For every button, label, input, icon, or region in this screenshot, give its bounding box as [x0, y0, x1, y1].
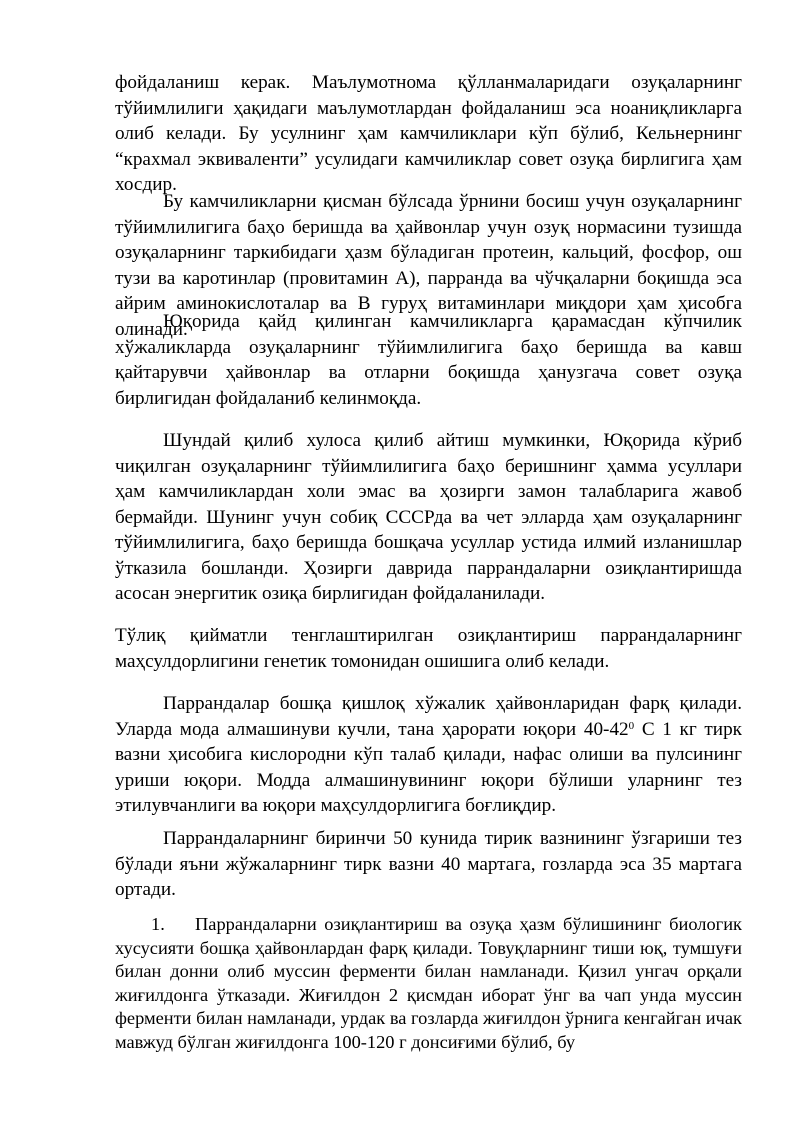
paragraph-6-text-start: Паррандалар бошқа қишлоқ хўжалик ҳайвонларидан фарқ қилади. Уларда мода алмашинуви кучли, тана ҳарорати юқори 40-42 — [115, 693, 742, 740]
numbered-paragraph-text: Паррандаларни озиқлантириш ва озуқа ҳазм бўлишининг биологик хусусияти бошқа ҳайвонлардан фарқ қилади. Товуқларнинг тиши юқ, тумшуғи билан донни олиб муссин ферменти билан намланади. Қизил унгач орқали жиғилдонга ўтказади. Жиғилдон 2 қисмдан иборат ўнг ва чап унда муссин ферменти билан намланади, урдак ва гозларда жиғилдон ўрнига кенгайган ичак мавжуд бўлган жиғилдонга 100-120 г донсиғими бўлиб, бу — [115, 914, 742, 1052]
paragraph-5: Тўлиқ қийматли тенглаштирилган озиқлантириш паррандаларнинг маҳсулдорлигини генетик томонидан ошишига олиб келади. — [115, 625, 742, 672]
list-number: 1. — [151, 914, 165, 934]
paragraph-4: Шундай қилиб хулоса қилиб айтиш мумкинки, Юқорида кўриб чиқилган озуқаларнинг тўйимлилигига баҳо беришнинг ҳамма усуллари ҳам камчиликлардан холи эмас ва ҳозирги замон талабларига жавоб бермайди. Шунинг учун собиқ СССРда ва чет элларда ҳам озуқаларнинг тўйимлилигига, баҳо беришда бошқача усуллар устида илмий изланишлар ўтказила бошланди. Ҳозирги даврида паррандаларни озиқлантиришда асосан энергитик озиқа бирлигидан фойдаланилади. — [115, 430, 742, 604]
paragraph-1: фойдаланиш керак. Маълумотнома қўлланмаларидаги озуқаларнинг тўйимлилиги ҳақидаги маълумотлардан фойдаланиш эса ноаниқликларга олиб келади. Бу усулнинг ҳам камчиликлари кўп бўлиб, Кельнернинг “крахмал эквиваленти” усулидаги камчиликлар совет озуқа бирлигига ҳам хосдир. — [115, 72, 742, 195]
paragraph-3: Юқорида қайд қилинган камчиликларга қарамасдан кўпчилик хўжаликларда озуқаларнинг тўйимлилигига баҳо беришда ва кавш қайтарувчи ҳайвонлар ва отларни боқишда ҳанузгача совет озуқа бирлигидан фойдаланиб келинмоқда. — [115, 311, 742, 409]
paragraph-6 — [115, 691, 742, 819]
paragraph-6-text-end: С 1 кг тирк вазни ҳисобига кислородни кўп талаб қилади, нафас олиши ва пулсининг уриши юқори. Модда алмашинувининг юқори бўлиши уларнинг тез этилувчанлиги ва юқори маҳсулдорлигига боғлиқдир. — [115, 718, 742, 816]
degree-superscript: 0 — [628, 719, 635, 732]
paragraph-2: Бу камчиликларни қисман бўлсада ўрнини босиш учун озуқаларнинг тўйимлилигига баҳо беришда ва ҳайвонлар учун озуқ нормасини тузишда озуқаларнинг таркибидаги ҳазм бўладиган протеин, кальций, фосфор, ош тузи ва каротинлар (провитамин А), парранда ва чўчқаларни боқишда эса айрим аминокислоталар ва В гуруҳ витаминлари миқдори ҳам ҳисобга олинади. — [115, 191, 742, 340]
numbered-paragraph-1 — [115, 913, 742, 1055]
paragraph-7: Паррандаларнинг биринчи 50 кунида тирик вазнининг ўзгариши тез бўлади яъни жўжаларнинг тирк вазни 40 мартага, гозларда эса 35 мартага ортади. — [115, 828, 742, 900]
